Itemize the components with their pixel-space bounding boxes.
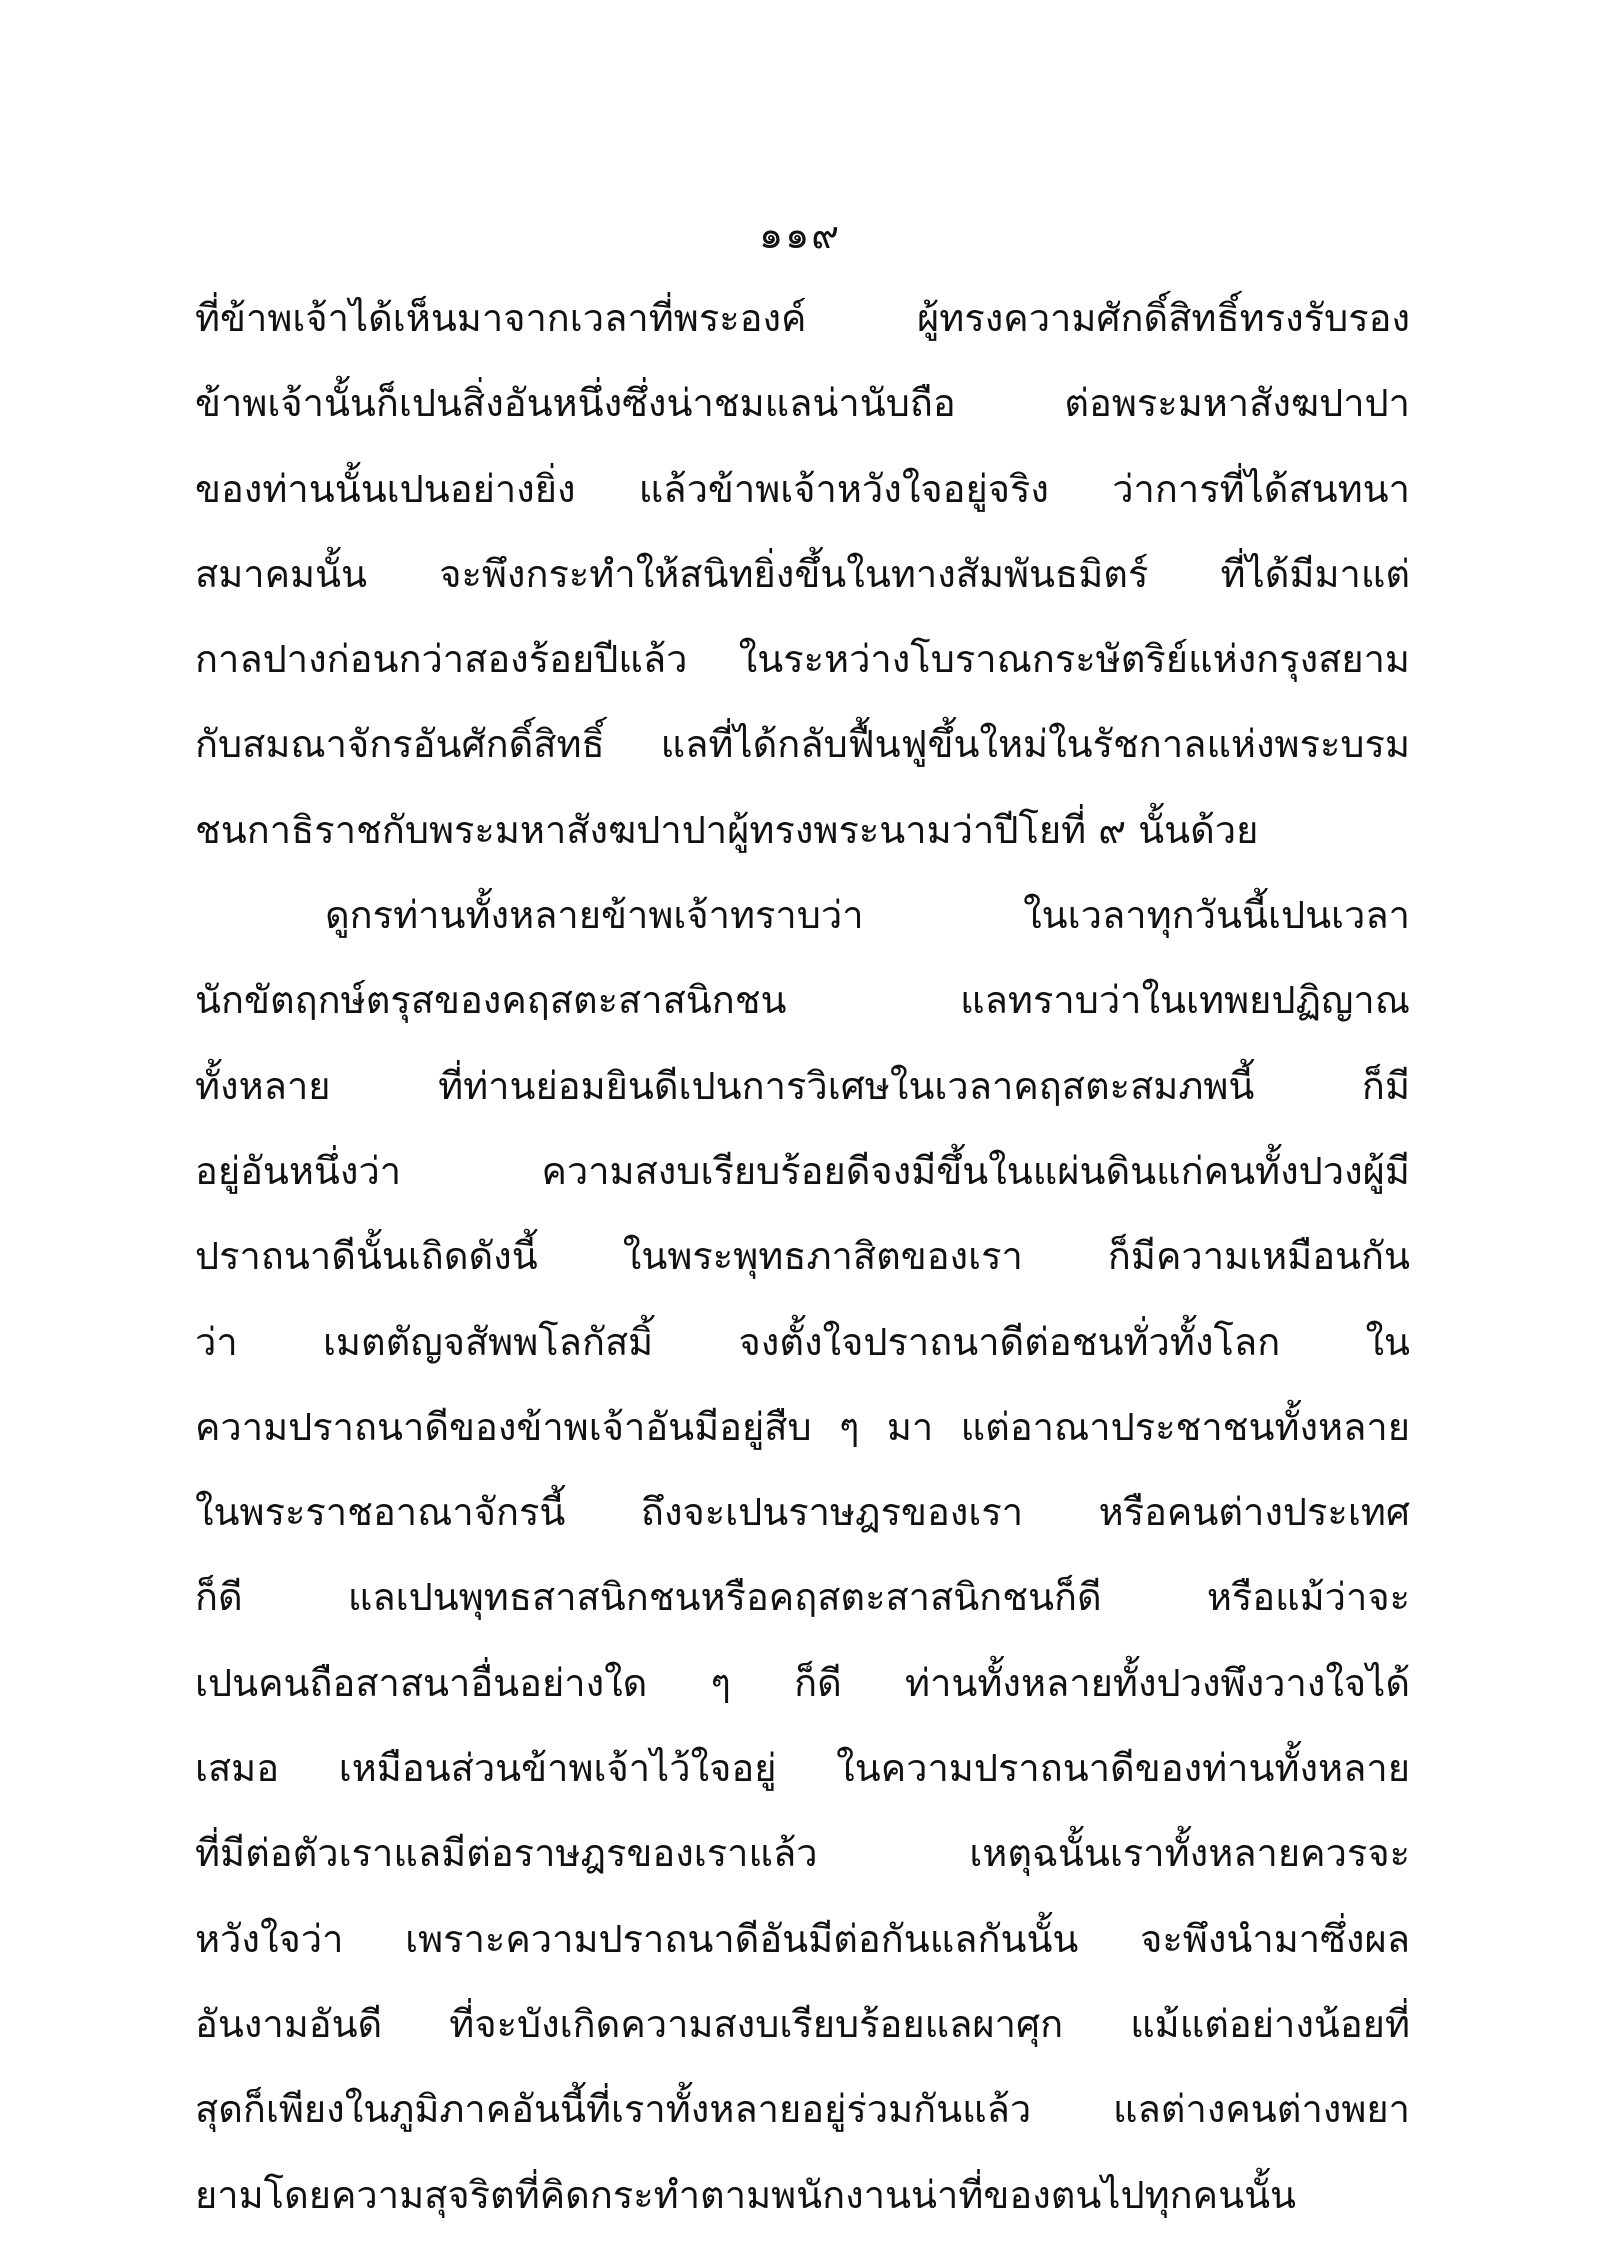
text-line: ของท่านนั้นเปนอย่างยิ่ง แล้วข้าพเจ้าหวังใจอยู่จริง ว่าการที่ได้สนทนา [195,466,1410,511]
text-line: ก็ดี แลเปนพุทธสาสนิกชนหรือคฤสตะสาสนิกชนก็ดี หรือแม้ว่าจะ [195,1575,1410,1620]
text-line: หวังใจว่า เพราะความปราถนาดีอันมีต่อกันแลกันนั้น จะพึงนำมาซึ่งผล [195,1916,1410,1961]
text-line: ที่ข้าพเจ้าได้เห็นมาจากเวลาที่พระองค์ ผู้ทรงความศักดิ์สิทธิ์ทรงรับรอง [195,296,1410,340]
text-line: เสมอ เหมือนส่วนข้าพเจ้าไว้ใจอยู่ ในความปราถนาดีของท่านทั้งหลาย [195,1746,1410,1791]
text-line: อยู่อันหนึ่งว่า ความสงบเรียบร้อยดีจงมีขึ้นในแผ่นดินแก่คนทั้งปวงผู้มี [195,1148,1410,1193]
text-line: สุดก็เพียงในภูมิภาคอันนี้ที่เราทั้งหลายอยู่ร่วมกันแล้ว แลต่างคนต่างพยา [195,2087,1410,2132]
text-line: เปนคนถือสาสนาอื่นอย่างใด ๆ ก็ดี ท่านทั้งหลายทั้งปวงพึงวางใจได้ [195,1660,1410,1705]
text-line: ในพระราชอาณาจักรนี้ ถึงจะเปนราษฎรของเรา หรือคนต่างประเทศ [195,1490,1410,1535]
text-line: ว่า เมตตัญจสัพพโลกัสมิ้ จงตั้งใจปราถนาดีต่อชนทั่วทั้งโลก ใน [195,1319,1410,1364]
body-text [195,276,1410,2238]
text-line: ยามโดยความสุจริตที่คิดกระทำตามพนักงานน่าที่ของตนไปทุกคนนั้น [195,2172,1297,2217]
text-line: ข้าพเจ้านั้นก็เปนสิ่งอันหนึ่งซึ่งน่าชมแลน่านับถือ ต่อพระมหาสังฆปาปา [195,381,1410,426]
text-line: ชนกาธิราชกับพระมหาสังฆปาปาผู้ทรงพระนามว่าปีโยที่ ๙ นั้นด้วย [195,807,1259,852]
text-line: สมาคมนั้น จะพึงกระทำให้สนิทยิ่งขึ้นในทางสัมพันธมิตร์ ที่ได้มีมาแต่ [195,551,1410,596]
text-line: ที่มีต่อตัวเราแลมีต่อราษฎรของเราแล้ว เหตุฉนั้นเราทั้งหลายควรจะ [195,1831,1410,1876]
text-line: กาลปางก่อนกว่าสองร้อยปีแล้ว ในระหว่างโบราณกระษัตริย์แห่งกรุงสยาม [195,637,1410,682]
page-number: ๑๑๙ [758,213,842,257]
text-line: กับสมณาจักรอันศักดิ์สิทธิ์ แลที่ได้กลับฟื้นฟูขึ้นใหม่ในรัชกาลแห่งพระบรม [195,722,1410,767]
text-line: ทั้งหลาย ที่ท่านย่อมยินดีเปนการวิเศษในเวลาคฤสตะสมภพนี้ ก็มี [195,1063,1410,1108]
text-line: นักขัตฤกษ์ตรุสของคฤสตะสาสนิกชน แลทราบว่าในเทพยปฏิญาณ [195,978,1410,1023]
text-line: อันงามอันดี ที่จะบังเกิดความสงบเรียบร้อยแลผาศุก แม้แต่อย่างน้อยที่ [195,2001,1410,2046]
paragraph-first-line: ดูกรท่านทั้งหลายข้าพเจ้าทราบว่า ในเวลาทุกวันนี้เปนเวลา [325,893,1410,938]
text-line: ปราถนาดีนั้นเถิดดังนี้ ในพระพุทธภาสิตของเรา ก็มีความเหมือนกัน [195,1234,1410,1279]
text-line: ความปราถนาดีของข้าพเจ้าอันมีอยู่สืบ ๆ มา แต่อาณาประชาชนทั้งหลาย [195,1404,1410,1449]
